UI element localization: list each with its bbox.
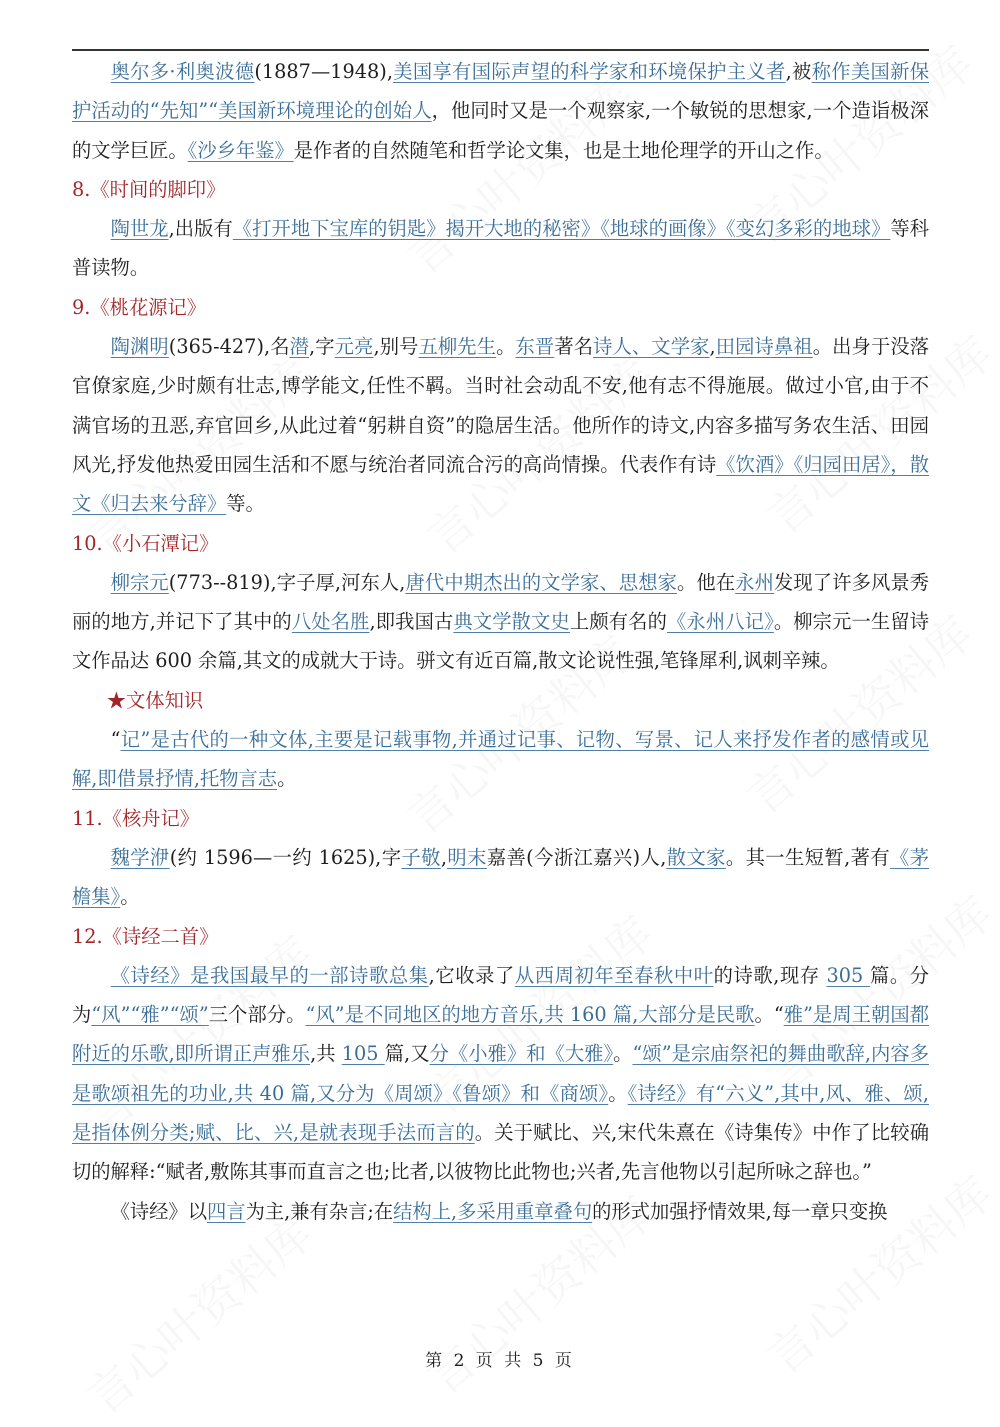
text-span: ,字: [309, 335, 335, 359]
paragraph: [72, 209, 929, 288]
section-heading: [72, 799, 929, 838]
paragraph: [72, 838, 929, 917]
underlined-keyphrase: 陶渊明: [110, 335, 169, 359]
text-span: 。“: [754, 1003, 784, 1027]
paragraph: [72, 720, 929, 799]
watermark: [71, 1199, 325, 1427]
text-span: 。他在: [677, 570, 736, 594]
text-span: 发现了许多风景秀丽的地方,并记下了其中的: [72, 570, 930, 634]
underlined-keyphrase: 子敬: [401, 845, 441, 869]
underlined-keyphrase: 奥尔多·利奥波德: [110, 60, 255, 83]
underlined-keyphrase: 从西周初年至春秋中叶: [514, 963, 714, 987]
text-span: ,它收录了: [428, 963, 515, 987]
text-span: 三个部分。: [208, 1003, 306, 1027]
underlined-keyphrase: 分《小雅》和《大雅》: [429, 1042, 614, 1066]
text-span: 篇。分为: [72, 963, 930, 1027]
underlined-keyphrase: 散文家: [666, 845, 726, 869]
text-span: 8.《时间的脚印》: [72, 177, 226, 201]
section-heading: [72, 917, 929, 956]
text-span: 。关于赋比、兴,宋代朱熹在《诗集传》中作了比较确切的解释:“赋者,敷陈其事而直言之也;比者,以彼物比此物也;兴者,先言他物以引起所咏之辞也。”: [72, 1121, 929, 1184]
text-span: 是作者的自然随笔和哲学论文集，也是土地伦理学的开山之作。: [293, 138, 834, 162]
section-heading: [72, 524, 929, 563]
underlined-keyphrase: 《诗经》是我国最早的一部诗歌总集: [110, 963, 429, 987]
text-span: 。柳宗元一生留诗文作品达 600 余篇,其文的成就大于诗。骈文有近百篇,散文论说性强,笔锋犀利,讽刺辛辣。: [72, 610, 930, 673]
text-span: 。: [613, 1042, 633, 1066]
underlined-keyphrase: 《沙乡年鉴》: [187, 138, 294, 162]
text-span: 等。: [226, 492, 265, 516]
underlined-keyphrase: “风”“雅”“颂”: [91, 1003, 209, 1027]
text-span: (773--819),字子厚,河东人,: [168, 570, 406, 594]
text-span: 。: [277, 767, 297, 791]
page-footer: 第 2 页 共 5 页: [425, 1351, 575, 1371]
underlined-keyphrase: 明末: [446, 845, 487, 869]
underlined-keyphrase: 305: [826, 963, 870, 987]
underlined-keyphrase: 元亮: [334, 335, 374, 359]
text-span: ,别号: [373, 335, 419, 359]
underlined-keyphrase: 潜: [289, 335, 310, 359]
underlined-keyphrase: 记”是古代的一种文体,主要是记载事物,并通过记事、记物、写景、记人来抒发作者的感情或见解,即借景抒情,托物言志: [72, 728, 929, 791]
underlined-keyphrase: 四言: [207, 1199, 246, 1223]
text-span: ,: [709, 335, 716, 359]
underlined-keyphrase: 雅”是周王朝国都附近的乐歌,即所谓正声雅乐: [72, 1003, 930, 1066]
text-span: 10.《小石潭记》: [72, 531, 219, 555]
underlined-keyphrase: 称作美国新保护活动的“先知”“美国新环境理论的创始人: [72, 60, 929, 123]
paragraph: [72, 956, 929, 1192]
underlined-keyphrase: 田园诗鼻祖: [715, 335, 813, 359]
paragraph: [72, 563, 929, 681]
underlined-keyphrase: 陶世龙: [110, 217, 169, 241]
document-body: [72, 52, 929, 1231]
text-span: 的诗歌,现存: [713, 963, 827, 987]
underlined-keyphrase: 结构上,多采用重章叠句: [393, 1199, 593, 1223]
section-heading: [72, 170, 929, 209]
paragraph: [72, 327, 929, 523]
text-span: “: [110, 728, 121, 752]
underlined-keyphrase: “颂”是宗庙祭祀的舞曲歌辞,内容多是歌颂祖先的功业,共 40 篇,又分为《周颂》《鲁颂》和《商颂》: [72, 1042, 929, 1105]
paragraph: [72, 1192, 929, 1231]
text-span: 为主,兼有杂言;在: [245, 1199, 394, 1223]
section-heading: [72, 288, 929, 327]
underlined-keyphrase: 典文学散文史: [453, 610, 570, 634]
underlined-keyphrase: 五柳先生: [418, 335, 497, 359]
text-span: 上颇有名的: [569, 610, 667, 634]
text-span: 等科普读物。: [72, 217, 929, 280]
underlined-keyphrase: 《饮酒》《归园田居》，散文《归去来兮辞》: [72, 452, 929, 516]
text-span: 的形式加强抒情效果,每一章只变换: [592, 1199, 888, 1223]
underlined-keyphrase: 《打开地下宝库的钥匙》揭开大地的秘密》《地球的画像》《变幻多彩的地球》: [232, 217, 891, 241]
text-span: ，他同时又是一个观察家,一个敏锐的思想家,一个造诣极深的文学巨匠。: [72, 99, 929, 162]
text-span: 。出身于没落官僚家庭,少时颇有壮志,博学能文,任性不羁。当时社会动乱不安,他有志不得施展。做过小官,由于不满官场的丑恶,弃官回乡,从此过着“躬耕自资”的隐居生活。他所作的诗文,内容多描写务农生活、田园风光,抒发他热爱田园生活和不愿与统治者同流合污的高尚情操。代表作有诗: [72, 335, 930, 476]
text-span: 。其一生短暂,著有: [725, 845, 891, 869]
underlined-keyphrase: 诗人、文学家: [593, 335, 710, 359]
text-span: 。: [496, 335, 516, 359]
underlined-keyphrase: 《茅檐集》: [72, 845, 930, 909]
underlined-keyphrase: 柳宗元: [110, 570, 169, 594]
text-span: 《诗经》以: [110, 1199, 207, 1223]
text-span: ,被: [785, 60, 812, 83]
underlined-keyphrase: 唐代中期杰出的文学家、思想家: [405, 570, 678, 594]
subsection-heading: [72, 681, 929, 720]
underlined-keyphrase: 八处名胜: [291, 610, 370, 634]
text-span: ,: [440, 845, 447, 869]
underlined-keyphrase: 永州: [735, 570, 775, 594]
underlined-keyphrase: 《永州八记》: [667, 610, 774, 634]
underlined-keyphrase: 美国享有国际声望的科学家和环境保护主义者: [392, 60, 786, 83]
text-span: (约 1596—一约 1625),字: [169, 845, 402, 869]
text-span: ,共: [310, 1042, 342, 1066]
text-span: 11.《核舟记》: [72, 806, 200, 830]
text-span: 12.《诗经二首》: [72, 924, 219, 948]
text-span: 篇,又: [384, 1042, 430, 1066]
underlined-keyphrase: “风”是不同地区的地方音乐,共 160 篇,大部分是民歌: [305, 1003, 755, 1027]
text-span: 。: [608, 1081, 628, 1105]
header-rule: [72, 49, 929, 51]
text-span: ,即我国古: [369, 610, 454, 634]
underlined-keyphrase: 魏学洢: [110, 845, 170, 869]
paragraph: [72, 52, 929, 170]
underlined-keyphrase: 东晋: [515, 335, 555, 359]
text-span: 嘉善(今浙江嘉兴)人,: [486, 845, 667, 869]
text-span: 。: [120, 885, 140, 909]
text-span: (365-427),名: [168, 335, 290, 359]
underlined-keyphrase: 《诗经》有“六义”,其中,风、雅、颂,是指体例分类;赋、比、兴,是就表现手法而言的: [72, 1081, 929, 1145]
text-span: 著名: [554, 335, 594, 359]
text-span: 9.《桃花源记》: [72, 295, 207, 319]
text-span: (1887—1948),: [254, 60, 393, 83]
underlined-keyphrase: 105: [341, 1042, 385, 1066]
text-span: ,出版有: [168, 217, 233, 241]
text-span: ★文体知识: [106, 688, 204, 712]
